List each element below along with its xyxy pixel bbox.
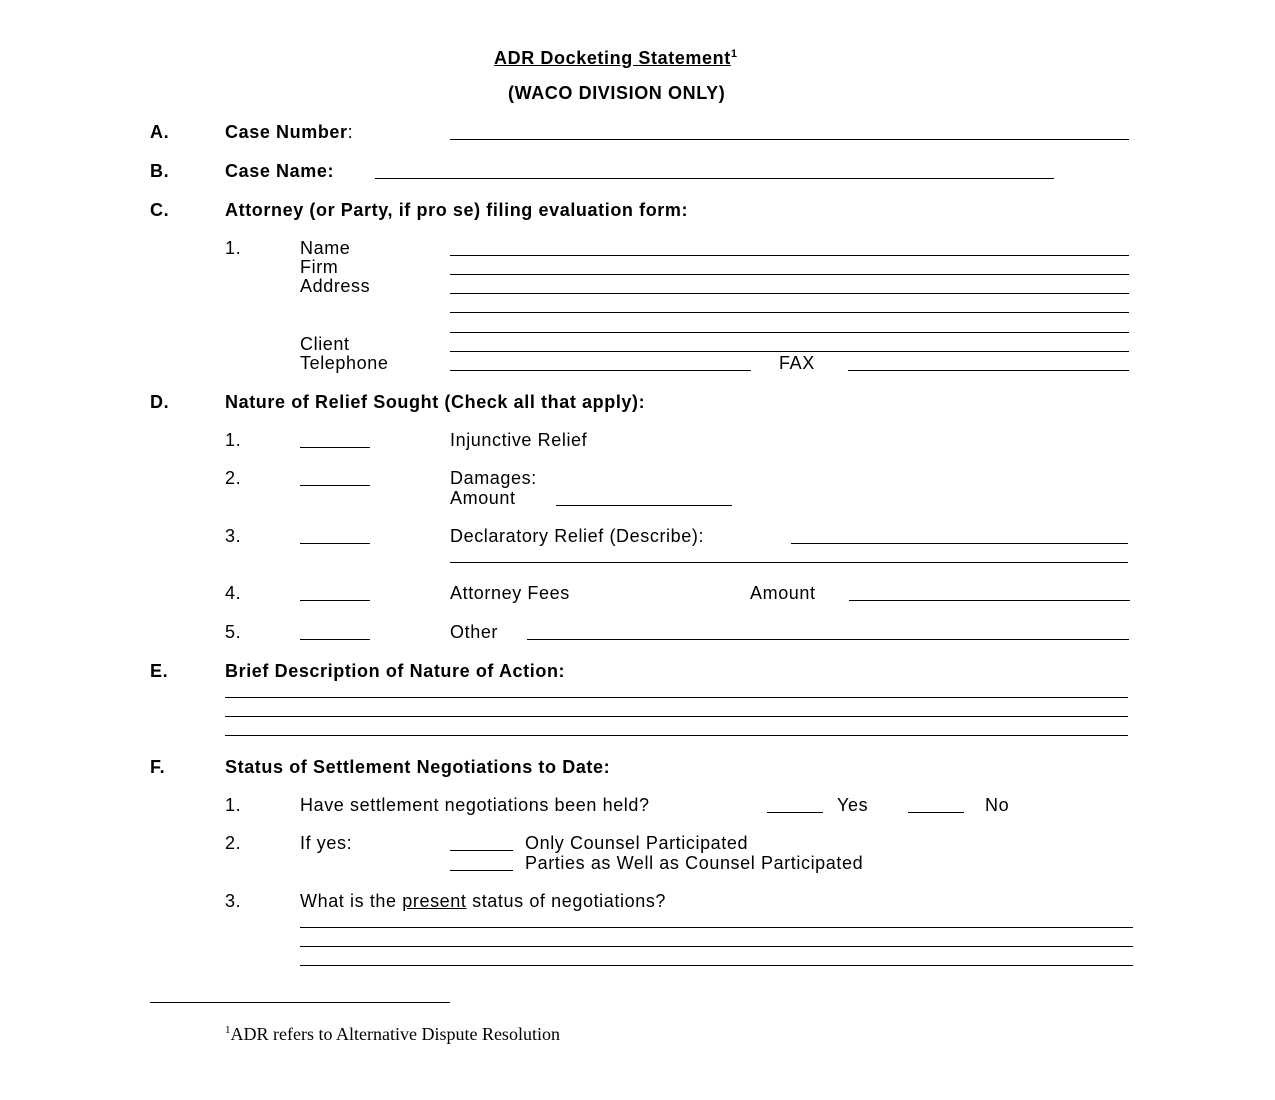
relief-item-num: 1. (225, 430, 242, 450)
attorney-fax-label: FAX (779, 353, 815, 373)
relief-item-num: 2. (225, 468, 242, 488)
damages-amount-field[interactable] (556, 505, 732, 506)
attorney-firm-label: Firm (300, 257, 339, 277)
negotiations-held-question: Have settlement negotiations been held? (300, 795, 650, 815)
section-c-letter: C. (150, 200, 170, 220)
attorney-address-field[interactable] (450, 332, 1129, 333)
negotiation-item-num: 3. (225, 891, 242, 911)
present-status-question: What is the present status of negotiations? (300, 891, 667, 911)
form-title: ADR Docketing Statement$^1$ (494, 48, 738, 68)
section-c-heading: Attorney (or Party, if pro se) filing evaluation form: (225, 200, 689, 220)
other-relief-checkbox[interactable] (300, 639, 370, 640)
negotiation-item-num: 1. (225, 795, 242, 815)
injunctive-relief-checkbox[interactable] (300, 447, 370, 448)
damages-checkbox[interactable] (300, 485, 370, 486)
attorney-fees-label: Attorney Fees (450, 583, 570, 603)
relief-item-num: 5. (225, 622, 242, 642)
attorney-telephone-field[interactable] (450, 370, 751, 371)
attorney-fax-field[interactable] (848, 370, 1129, 371)
case-name-label: Case Name: (225, 161, 335, 181)
declaratory-relief-label: Declaratory Relief (Describe): (450, 526, 705, 546)
attorney-fees-amount-label: Amount (750, 583, 816, 603)
declaratory-relief-checkbox[interactable] (300, 543, 370, 544)
case-number-field[interactable] (450, 139, 1129, 140)
declaratory-relief-field[interactable] (791, 543, 1128, 544)
attorney-fees-checkbox[interactable] (300, 600, 370, 601)
attorney-address-field[interactable] (450, 312, 1129, 313)
attorney-name-label: Name (300, 238, 351, 258)
footnote-separator (150, 1002, 450, 1003)
parties-and-counsel-checkbox[interactable] (450, 870, 513, 871)
only-counsel-checkbox[interactable] (450, 850, 513, 851)
other-relief-label: Other (450, 622, 499, 642)
negotiations-yes-checkbox[interactable] (767, 812, 823, 813)
section-d-letter: D. (150, 392, 170, 412)
only-counsel-label: Only Counsel Participated (525, 833, 749, 853)
attorney-client-field[interactable] (450, 351, 1129, 352)
negotiations-no-label: No (985, 795, 1010, 815)
section-f-letter: F. (150, 757, 166, 777)
attorney-address-label: Address (300, 276, 371, 296)
case-name-field[interactable] (375, 178, 1054, 179)
attorney-telephone-label: Telephone (300, 353, 389, 373)
section-a-letter: A. (150, 122, 170, 142)
footnote-marker: 1 (730, 48, 738, 60)
damages-amount-label: Amount (450, 488, 516, 508)
attorney-firm-field[interactable] (450, 274, 1129, 275)
present-status-field[interactable] (300, 927, 1133, 928)
nature-of-action-field[interactable] (225, 735, 1128, 736)
negotiations-no-checkbox[interactable] (908, 812, 964, 813)
relief-item-num: 3. (225, 526, 242, 546)
if-yes-label: If yes: (300, 833, 353, 853)
attorney-name-field[interactable] (450, 255, 1129, 256)
present-status-field[interactable] (300, 946, 1133, 947)
negotiation-item-num: 2. (225, 833, 242, 853)
attorney-client-label: Client (300, 334, 350, 354)
footnote: $^1$ADR refers to Alternative Dispute Resolution (225, 1024, 560, 1044)
section-f-heading: Status of Settlement Negotiations to Date: (225, 757, 611, 777)
section-c-item-num: 1. (225, 238, 242, 258)
section-e-heading: Brief Description of Nature of Action: (225, 661, 566, 681)
declaratory-relief-field[interactable] (450, 562, 1128, 563)
injunctive-relief-label: Injunctive Relief (450, 430, 588, 450)
negotiations-yes-label: Yes (837, 795, 869, 815)
case-number-label: Case Number: (225, 122, 354, 142)
section-d-heading: Nature of Relief Sought (Check all that apply): (225, 392, 646, 412)
other-relief-field[interactable] (527, 639, 1129, 640)
attorney-fees-amount-field[interactable] (849, 600, 1130, 601)
attorney-address-field[interactable] (450, 293, 1129, 294)
present-status-field[interactable] (300, 965, 1133, 966)
parties-and-counsel-label: Parties as Well as Counsel Participated (525, 853, 864, 873)
nature-of-action-field[interactable] (225, 716, 1128, 717)
section-b-letter: B. (150, 161, 170, 181)
nature-of-action-field[interactable] (225, 697, 1128, 698)
relief-item-num: 4. (225, 583, 242, 603)
form-subtitle: (WACO DIVISION ONLY) (508, 83, 726, 103)
damages-label: Damages: (450, 468, 537, 488)
section-e-letter: E. (150, 661, 169, 681)
